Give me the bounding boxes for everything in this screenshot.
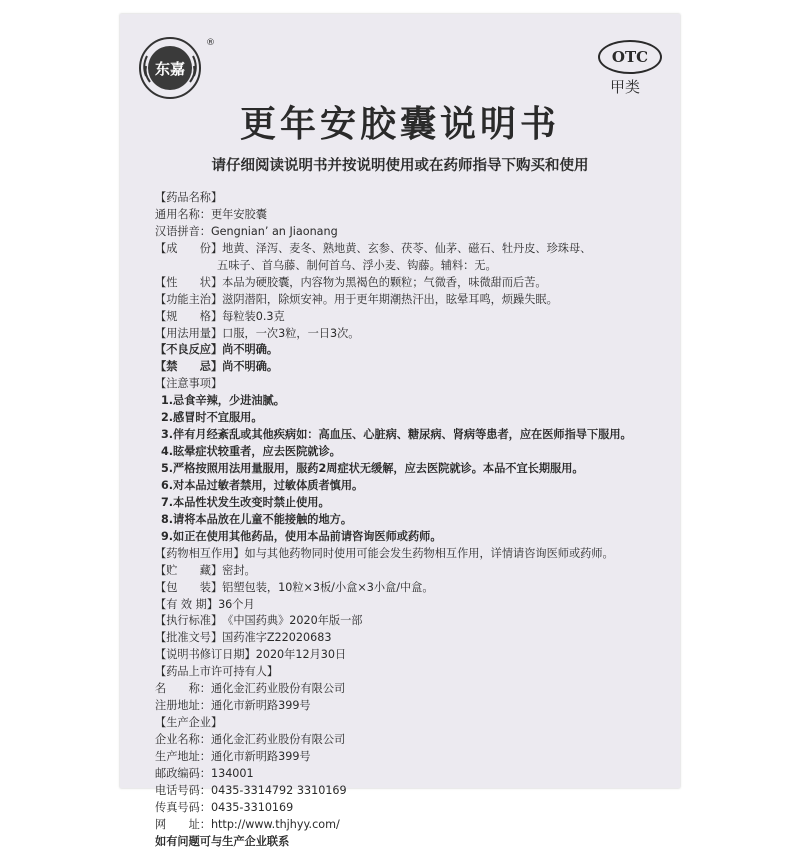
brand-logo [138,36,202,100]
leaflet-row [155,376,665,393]
row-value: 如与其他药物同时使用可能会发生药物相互作用，详情请咨询医师或药师。 [244,546,614,560]
row-value: 地黄、泽泻、麦冬、熟地黄、玄参、茯苓、仙茅、磁石、牡丹皮、珍珠母、 [222,241,592,255]
row-value: 国药准字Z22020683 [222,631,332,645]
leaflet-row [155,444,665,461]
leaflet-row [155,698,665,715]
leaflet-row [155,342,665,359]
row-label: 【有 效 期】 [155,597,219,611]
leaflet-row [155,563,665,580]
row-value: 8.请将本品放在儿童不能接触的地方。 [161,512,353,526]
leaflet-row [155,258,665,275]
row-value: 本品为硬胶囊，内容物为黑褐色的颗粒；气微香，味微甜而后苦。 [222,275,547,289]
document-title: 更年安胶囊说明书 [239,104,560,145]
leaflet-row [155,630,665,647]
leaflet-row [155,224,665,241]
row-value: 每粒装0.3克 [222,309,285,323]
row-value: 6.对本品过敏者禁用，过敏体质者慎用。 [161,478,364,492]
row-label: 【贮 藏】 [155,563,223,577]
leaflet-row [155,681,665,698]
row-value: 如有问题可与生产企业联系 [155,834,290,848]
row-value: 134001 [210,766,254,780]
instruction-leaflet [120,14,680,848]
row-label: 生产地址： [155,749,211,763]
row-value: 7.本品性状发生改变时禁止使用。 [161,495,330,509]
row-label: 【用法用量】 [155,326,223,340]
row-label: 注册地址： [155,699,211,713]
row-label: 电话号码： [155,783,211,797]
row-value: 2.感冒时不宜服用。 [161,411,263,425]
row-label: 【禁 忌】 [155,360,223,374]
leaflet-row [155,512,665,529]
row-value: 5.严格按照用法用量服用，服药2周症状无缓解，应去医院就诊。本品不宜长期服用。 [161,462,584,475]
row-value: 五味子、首乌藤、制何首乌、浮小麦、钩藤。辅料：无。 [217,258,497,272]
row-value: 通化金汇药业股份有限公司 [210,682,346,696]
row-label: 邮政编码： [155,766,211,780]
leaflet-row [155,427,665,444]
row-label: 传真号码： [155,800,211,814]
leaflet-row [155,664,665,681]
row-label: 企业名称： [155,733,211,746]
row-label: 【药品上市许可持有人】 [155,665,279,679]
row-label: 通用名称： [155,207,211,221]
leaflet-content [155,190,665,851]
row-value: 更年安胶囊 [210,207,267,221]
leaflet-row [155,326,665,343]
leaflet-row [155,207,665,224]
otc-category: 甲类 [610,78,641,96]
row-value: 通化金汇药业股份有限公司 [210,733,346,746]
row-label: 【注意事项】 [155,377,223,391]
leaflet-row [155,732,665,749]
registered-mark: ® [206,38,215,48]
otc-label: OTC [611,48,649,66]
row-value: http://www.thjhyy.com/ [210,817,340,831]
row-label: 【药品名称】 [155,191,223,204]
leaflet-row [155,241,665,258]
row-value: 0435-3314792 3310169 [210,783,347,797]
row-value: 铝塑包装，10粒×3板/小盒×3小盒/中盒。 [222,580,434,594]
leaflet-row [155,749,665,766]
leaflet-row [155,309,665,326]
leaflet-row [155,817,665,834]
row-label: 【功能主治】 [155,292,223,306]
leaflet-row [155,190,665,207]
leaflet-row [155,766,665,783]
row-label: 【包 装】 [155,580,223,594]
leaflet-row [155,800,665,817]
leaflet-row [155,292,665,309]
row-label: 【生产企业】 [155,716,223,730]
row-value: 4.眩晕症状较重者，应去医院就诊。 [161,445,341,459]
leaflet-row [155,529,665,546]
row-value: 2020年12月30日 [255,648,347,662]
row-value: 口服，一次3粒，一日3次。 [222,326,360,340]
leaflet-row [155,359,665,376]
row-label: 名 称： [155,682,211,696]
row-label: 网 址： [155,817,211,831]
row-label: 【批准文号】 [155,631,223,645]
leaflet-row [155,647,665,664]
leaflet-row [155,546,665,563]
brand-name: 东嘉 [154,60,186,78]
leaflet-row [155,410,665,427]
leaflet-row [155,275,665,292]
leaflet-row [155,613,665,630]
row-label: 【成 份】 [155,241,223,255]
row-value: Gengnian’ an Jiaonang [210,224,338,238]
row-value: 滋阴潜阳，除烦安神。用于更年期潮热汗出，眩晕耳鸣，烦躁失眠。 [222,292,558,306]
leaflet-row [155,478,665,495]
row-label: 汉语拼音： [155,224,211,238]
row-value: 尚不明确。 [222,360,279,374]
leaflet-row [155,597,665,614]
row-value: 9.如正在使用其他药品，使用本品前请咨询医师或药师。 [161,529,442,543]
document-subtitle: 请仔细阅读说明书并按说明使用或在药师指导下购买和使用 [211,158,589,174]
leaflet-row [155,783,665,800]
row-value: 通化市新明路399号 [210,749,311,763]
leaflet-row [155,834,665,851]
leaflet-row [155,461,665,478]
row-value: 《中国药典》2020年版一部 [222,614,363,628]
row-value: 1.忌食辛辣，少进油腻。 [161,394,285,408]
row-label: 【规 格】 [155,309,223,323]
leaflet-row [155,715,665,732]
row-value: 密封。 [222,563,256,577]
row-label: 【不良反应】 [155,343,223,357]
row-value: 通化市新明路399号 [210,699,311,713]
leaflet-row [155,580,665,597]
leaflet-row [155,495,665,512]
row-label: 【说明书修订日期】 [155,648,256,662]
row-value: 尚不明确。 [222,343,279,357]
row-value: 3.伴有月经紊乱或其他疾病如：高血压、心脏病、糖尿病、肾病等患者，应在医师指导下服用。 [161,428,632,442]
row-label: 【药物相互作用】 [155,546,245,560]
row-value: 36个月 [218,597,255,611]
row-value: 0435-3310169 [210,800,294,814]
leaflet-row [155,393,665,410]
otc-badge [598,40,662,74]
row-label: 【性 状】 [155,275,223,289]
row-label: 【执行标准】 [155,614,223,628]
